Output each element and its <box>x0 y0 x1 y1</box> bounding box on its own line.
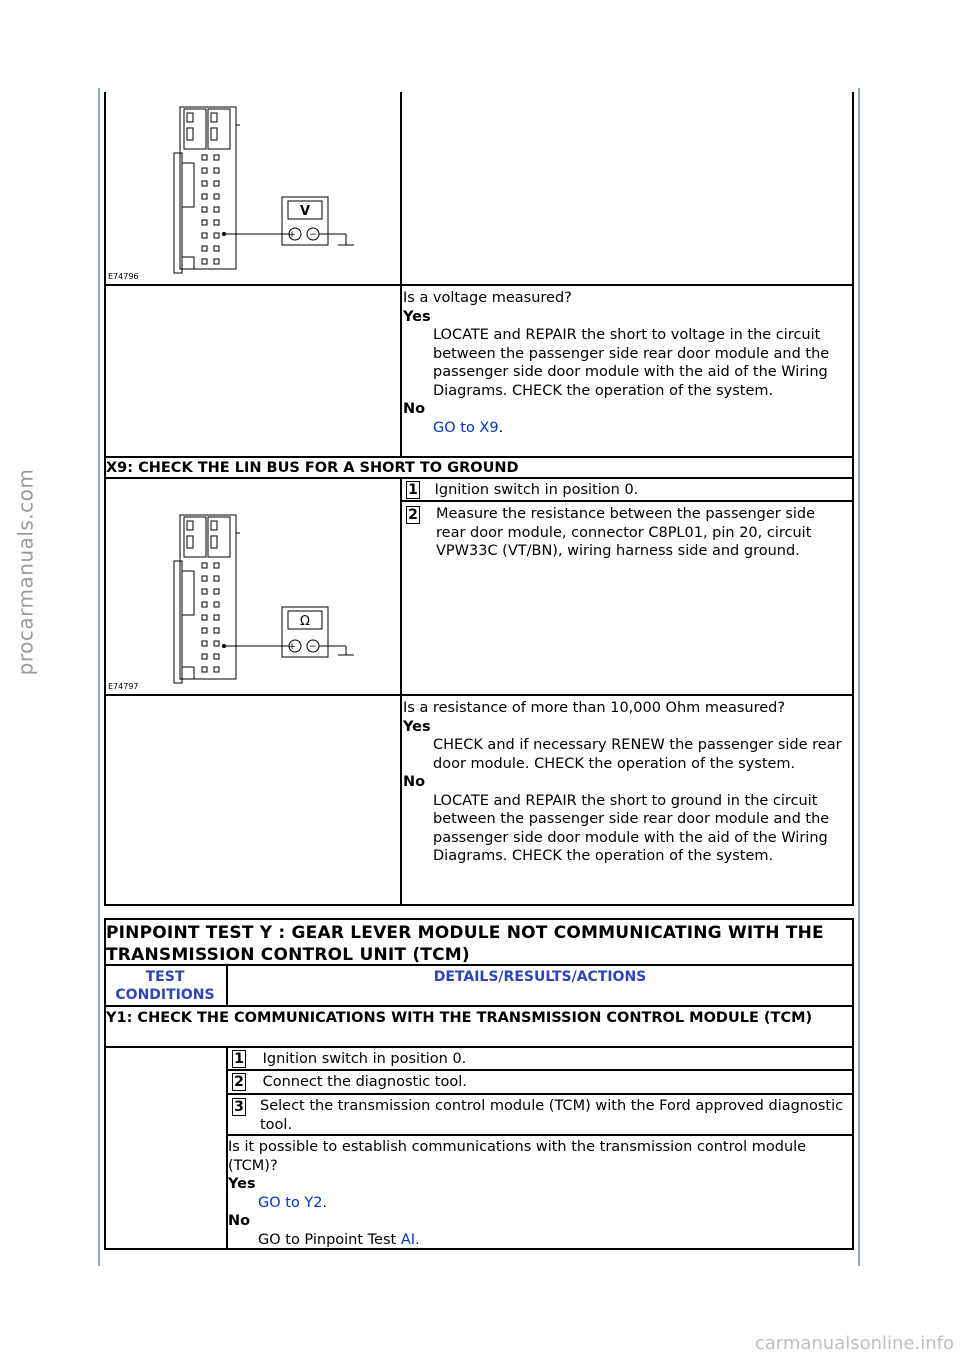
figure-id: E74796 <box>108 272 139 281</box>
yes-label: Yes <box>403 718 431 735</box>
step-text: Select the transmission control module (TCM) with the Ford approved diagnostic tool. <box>260 1098 844 1133</box>
step-text: Connect the diagnostic tool. <box>262 1074 467 1090</box>
page-guide-right <box>858 88 860 1266</box>
question-text: Is a resistance of more than 10,000 Ohm measured? <box>403 700 786 716</box>
column-header-test-conditions: TEST CONDITIONS <box>115 969 215 1003</box>
yes-action: CHECK and if necessary RENEW the passenger side rear door module. CHECK the operation of the system. <box>433 737 842 772</box>
step-text: Measure the resistance between the passenger side rear door module, connector C8PL01, pin 20, circuit VPW33C (VT/BN), wiring harness side and ground. <box>436 506 816 559</box>
step-text: Ignition switch in position 0. <box>434 482 639 498</box>
yes-label: Yes <box>403 308 431 325</box>
resistance-measurement-figure <box>106 503 398 693</box>
no-label: No <box>228 1213 251 1229</box>
svg-text:−: − <box>309 642 317 652</box>
yes-label: Yes <box>228 1176 256 1192</box>
x8-result-block: Is a voltage measured? Yes LOCATE and REPAIR the short to voltage in the circuit between the passenger side rear door module and the passenger side door module with the aid of the Wiring Diagrams. CHECK the operation of the system. No GO to X9. <box>403 289 851 437</box>
x9-result-block <box>403 699 853 866</box>
step-text: Ignition switch in position 0. <box>262 1051 467 1067</box>
step-number: 3 <box>232 1098 246 1116</box>
x9-step-1 <box>406 481 846 500</box>
svg-text:+: + <box>288 642 296 652</box>
step-number: 2 <box>406 506 420 524</box>
no-label: No <box>403 774 426 790</box>
step-number: 2 <box>232 1073 246 1091</box>
meter-ohm-label: Ω <box>300 614 310 629</box>
voltage-measurement-figure <box>106 95 398 283</box>
column-header-details: DETAILS/RESULTS/ACTIONS <box>433 969 647 985</box>
x9-heading: X9: CHECK THE LIN BUS FOR A SHORT TO GROUND <box>106 460 519 476</box>
column-divider <box>400 478 402 906</box>
question-text: Is it possible to establish communications with the transmission control module (TCM)? <box>228 1139 807 1174</box>
step-number: 1 <box>232 1050 246 1068</box>
y1-step-1 <box>232 1050 848 1069</box>
bottom-watermark: carmanualsonline.info <box>754 1333 954 1354</box>
svg-text:+: + <box>288 230 296 240</box>
column-divider <box>400 92 402 458</box>
y1-step-2 <box>232 1073 848 1092</box>
pinpoint-test-title: PINPOINT TEST Y : GEAR LEVER MODULE NOT COMMUNICATING WITH THE TRANSMISSION CONTROL UNIT (TCM) <box>106 923 824 965</box>
figure-id: E74797 <box>108 682 139 691</box>
no-action: LOCATE and REPAIR the short to ground in the circuit between the passenger side rear door module and the passenger side door module with the aid of the Wiring Diagrams. CHECK the operation of the system. <box>433 792 830 864</box>
meter-v-label: V <box>299 204 311 219</box>
y1-heading: Y1: CHECK THE COMMUNICATIONS WITH THE TRANSMISSION CONTROL MODULE (TCM) <box>106 1010 813 1026</box>
side-watermark: procarmanuals.com <box>13 468 38 676</box>
svg-text:−: − <box>309 230 317 240</box>
page-guide-left <box>98 88 100 1266</box>
step-number: 1 <box>406 481 420 499</box>
y1-step-3 <box>232 1097 848 1134</box>
question-text: Is a voltage measured? <box>403 290 572 306</box>
pinpoint-test-ai-link[interactable]: AI. <box>400 1231 420 1248</box>
go-to-x9-link[interactable]: GO to X9 <box>433 419 499 436</box>
y1-result-block: Is it possible to establish communications with the transmission control module (TCM)? Yes GO to Y2. No GO to Pinpoint Test AI. <box>228 1138 852 1249</box>
go-to-y2-link[interactable]: GO to Y2 <box>258 1194 323 1211</box>
no-label: No <box>403 401 426 417</box>
yes-action: LOCATE and REPAIR the short to voltage in the circuit between the passenger side rear door module and the passenger side door module with the aid of the Wiring Diagrams. CHECK the operation of the system. <box>433 327 830 399</box>
x9-step-2 <box>406 505 846 561</box>
